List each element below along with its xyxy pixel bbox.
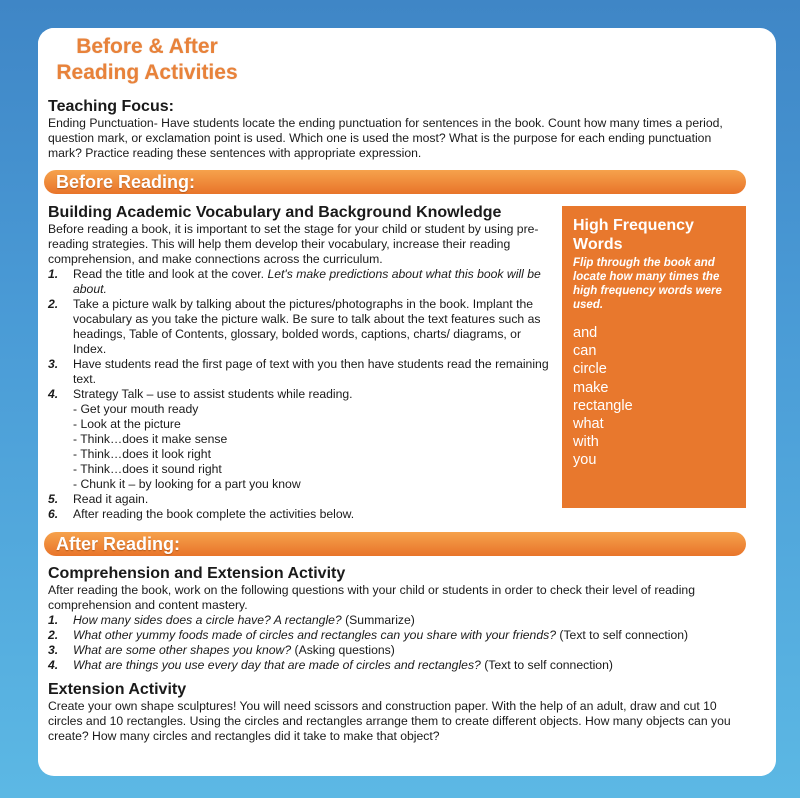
question-item: 4. What are things you use every day that are made of circles and rectangles? (Text to self connection)	[48, 658, 613, 672]
hf-word: and	[573, 325, 598, 341]
high-frequency-box	[562, 206, 746, 508]
before-reading-bar: Before Reading:	[44, 170, 746, 194]
level-value: D	[322, 34, 335, 53]
step-item: 3. Have students read the first page of text with you then have students read the remaining text.	[48, 357, 549, 386]
title-line-2: Reading Activities	[56, 61, 238, 84]
hundredth-label: 100th word:	[272, 64, 361, 83]
teaching-focus-heading: Teaching Focus:	[48, 98, 174, 115]
hf-word: you	[573, 452, 597, 469]
step-item: 1. Read the title and look at the cover. Let's make predictions about what this book will be about.	[48, 267, 541, 296]
level-label: Level:	[272, 34, 318, 53]
strategy-item: - Think…does it make sense	[73, 432, 228, 446]
extension-text: Create your own shape sculptures! You will need scissors and construction paper. With the help of an adult, draw and cut 10 circles and 10 rectangles. Using the circles and rectangles arrange them to create different objects. How many objects can you create? How many circles and rectangles did it take to make that object?	[48, 699, 731, 743]
strategy-list	[48, 402, 556, 492]
step-item: 4. Strategy Talk – use to assist students while reading.	[48, 387, 353, 401]
hf-word: circle	[573, 361, 607, 378]
question-list	[48, 613, 748, 673]
high-frequency-note: Flip through the book and locate how many times the high frequency words were used.	[573, 257, 722, 311]
high-frequency-title: High Frequency Words	[573, 217, 694, 253]
after-reading-bar: After Reading:	[44, 532, 746, 556]
after-reading-section	[48, 565, 748, 744]
hf-word: make	[573, 379, 609, 396]
hf-word: what	[573, 416, 604, 433]
hundredth-word: circle	[365, 64, 411, 83]
question-item: 3. What are some other shapes you know? (Asking questions)	[48, 643, 395, 657]
question-item: 1. How many sides does a circle have? A rectangle? (Summarize)	[48, 613, 415, 627]
strategy-item: - Think…does it sound right	[73, 462, 222, 476]
hf-word: can	[573, 343, 597, 360]
level-wordcount-line	[272, 34, 490, 54]
hundredth-page: pg. 17	[420, 64, 470, 83]
before-reading-section	[48, 204, 556, 522]
page-title	[38, 28, 256, 92]
step-item: 5. Read it again.	[48, 492, 149, 506]
teaching-focus	[48, 98, 748, 161]
extension-heading: Extension Activity	[48, 681, 187, 698]
title-line-1: Before & After	[76, 35, 218, 58]
wordcount-label: Word Count:	[361, 34, 457, 53]
after-reading-intro: After reading the book, work on the following questions with your child or students in order to check their level of reading comprehension and content mastery.	[48, 583, 695, 612]
before-reading-intro: Before reading a book, it is important to set the stage for your child or student by using pre-reading strategies. This will help them develop their vocabulary, increase their reading comprehension, and make connections across the curriculum.	[48, 222, 539, 266]
before-reading-steps-after	[48, 492, 556, 522]
strategy-item: - Look at the picture	[73, 417, 181, 431]
high-frequency-words	[573, 324, 735, 470]
step-item: 2. Take a picture walk by talking about the pictures/photographs in the book. Implant the vocabulary as you take the picture walk. Be sure to talk about the text features such as headings, Table of Contents, glossary, bolded words, captions, charts/ diagrams, or Index.	[48, 297, 541, 356]
strategy-item: - Get your mouth ready	[73, 402, 199, 416]
hf-word: with	[573, 434, 599, 451]
teaching-focus-text: Ending Punctuation- Have students locate the ending punctuation for sentences in the book. Count how many times a period, question mark, or exclamation point is used. Which one is used the most? What is the purpose for each ending punctuation mark? Practice reading these sentences with appropriate expression.	[48, 116, 723, 160]
step-item: 6. After reading the book complete the activities below.	[48, 507, 355, 521]
before-reading-steps	[48, 267, 556, 402]
strategy-item: - Chunk it – by looking for a part you know	[73, 477, 301, 491]
hundredth-word-line	[272, 64, 470, 84]
strategy-item: - Think…does it look right	[73, 447, 211, 461]
hf-word: rectangle	[573, 397, 633, 414]
after-reading-heading: Comprehension and Extension Activity	[48, 565, 346, 582]
question-item: 2. What other yummy foods made of circles and rectangles can you share with your friends? (Text to self connection)	[48, 628, 689, 642]
wordcount-value: 133	[461, 34, 491, 53]
before-reading-heading: Building Academic Vocabulary and Background Knowledge	[48, 204, 502, 221]
